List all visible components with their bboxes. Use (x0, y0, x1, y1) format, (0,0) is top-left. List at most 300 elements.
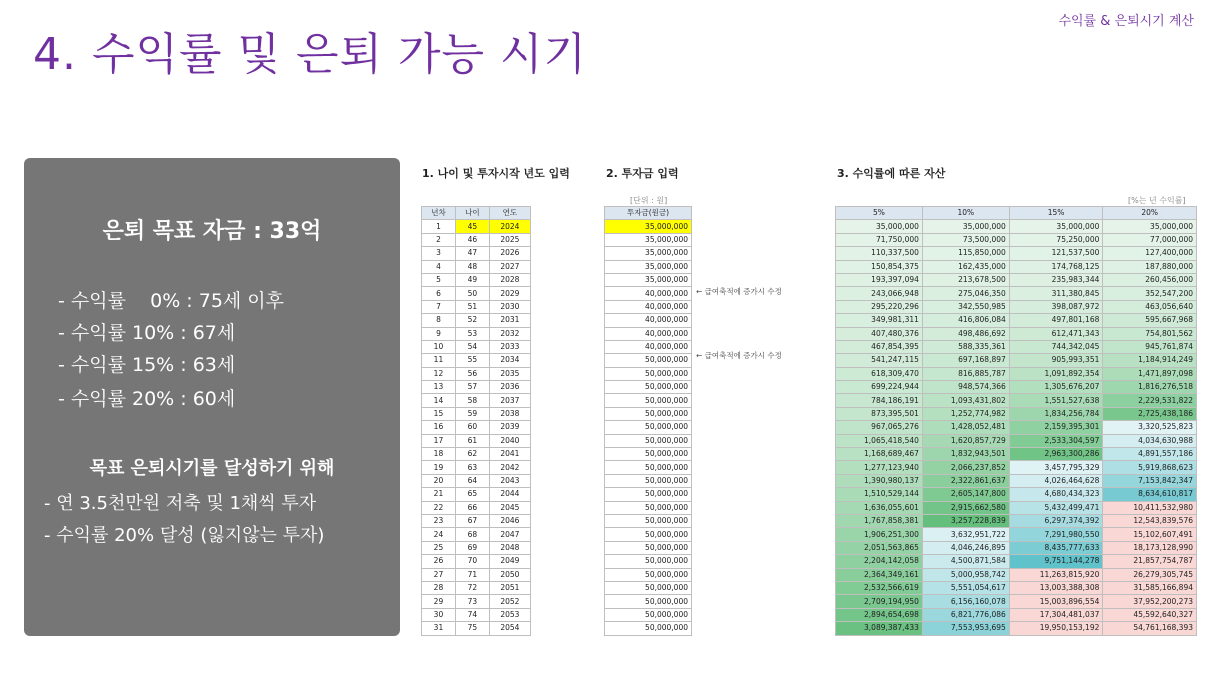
table-cell: 2047 (489, 528, 530, 541)
table-cell: 2043 (489, 474, 530, 487)
table-cell: 4,891,557,186 (1103, 448, 1197, 461)
table-row (605, 287, 692, 300)
table-cell: 50,000,000 (605, 448, 692, 461)
table-row (422, 220, 531, 233)
table-row (836, 528, 1197, 541)
table-row (836, 327, 1197, 340)
table-row (422, 407, 531, 420)
table-row (605, 622, 692, 635)
table-cell: 2033 (489, 340, 530, 353)
table-cell: 17,304,481,037 (1009, 608, 1103, 621)
table-cell: 2,051,563,865 (836, 541, 923, 554)
table-cell: 595,667,968 (1103, 314, 1197, 327)
table-cell: 1,636,055,601 (836, 501, 923, 514)
table-row (836, 233, 1197, 246)
table-cell: 26,279,305,745 (1103, 568, 1197, 581)
table-row (605, 568, 692, 581)
table-cell: 17 (422, 434, 456, 447)
table-cell: 7,291,980,550 (1009, 528, 1103, 541)
table-cell: 40,000,000 (605, 300, 692, 313)
table-cell: 50,000,000 (605, 555, 692, 568)
table-cell: 967,065,276 (836, 421, 923, 434)
table-cell: 398,087,972 (1009, 300, 1103, 313)
table-cell: 2 (422, 233, 456, 246)
table-row (836, 340, 1197, 353)
table-cell: 12 (422, 367, 456, 380)
table-cell: 68 (455, 528, 489, 541)
table-cell: 2050 (489, 568, 530, 581)
table-cell: 463,056,640 (1103, 300, 1197, 313)
table-row (422, 314, 531, 327)
table-cell: 905,993,351 (1009, 354, 1103, 367)
table-cell: 59 (455, 407, 489, 420)
table-cell: 2041 (489, 448, 530, 461)
table-cell: 243,066,948 (836, 287, 923, 300)
table-cell: 295,220,296 (836, 300, 923, 313)
table-cell: 2038 (489, 407, 530, 420)
table-cell: 50,000,000 (605, 434, 692, 447)
unit-note: [단위 : 원] (630, 196, 668, 205)
table-cell: 816,885,787 (922, 367, 1009, 380)
table-row (836, 595, 1197, 608)
table-cell: 3,457,795,329 (1009, 461, 1103, 474)
table-cell: 948,574,366 (922, 381, 1009, 394)
goal-text: 은퇴 목표 자금 : 33억 (102, 219, 322, 244)
table-cell: 35,000,000 (922, 220, 1009, 233)
table-row (422, 474, 531, 487)
table-cell: 5,919,868,623 (1103, 461, 1197, 474)
table-cell: 2029 (489, 287, 530, 300)
table-cell: 35,000,000 (836, 220, 923, 233)
table-cell: 6,297,374,392 (1009, 514, 1103, 527)
column-header: 투자금(원금) (605, 207, 692, 220)
table-cell: 9,751,144,278 (1009, 555, 1103, 568)
column-header: 연도 (489, 207, 530, 220)
table-cell: 53 (455, 327, 489, 340)
table-cell: 3,632,951,722 (922, 528, 1009, 541)
table-row (605, 300, 692, 313)
table-cell: 35,000,000 (605, 220, 692, 233)
column-header: 5% (836, 207, 923, 220)
table-cell: 40,000,000 (605, 327, 692, 340)
table-row (422, 354, 531, 367)
table-cell: 10 (422, 340, 456, 353)
table-row (422, 501, 531, 514)
table-cell: 77,000,000 (1103, 233, 1197, 246)
table-cell: 49 (455, 273, 489, 286)
table-cell: 2026 (489, 247, 530, 260)
table-cell: 1,252,774,982 (922, 407, 1009, 420)
table-cell: 873,395,501 (836, 407, 923, 420)
table-cell: 35,000,000 (605, 233, 692, 246)
table-cell: 150,854,375 (836, 260, 923, 273)
table-cell: 48 (455, 260, 489, 273)
table-cell: 66 (455, 501, 489, 514)
table-cell: 260,456,000 (1103, 273, 1197, 286)
table-row (836, 220, 1197, 233)
age-year-table (421, 206, 531, 636)
table-cell: 275,046,350 (922, 287, 1009, 300)
table-row (605, 394, 692, 407)
table-cell: 2054 (489, 622, 530, 635)
table-cell: 75,250,000 (1009, 233, 1103, 246)
table-row (836, 448, 1197, 461)
table-cell: 588,335,361 (922, 340, 1009, 353)
table-row (422, 394, 531, 407)
table-cell: 67 (455, 514, 489, 527)
table-row (422, 367, 531, 380)
table-row (836, 434, 1197, 447)
asset-table (835, 206, 1197, 636)
table-cell: 50,000,000 (605, 528, 692, 541)
table-row (836, 247, 1197, 260)
rate-line: - 수익률 20% : 60세 (58, 388, 236, 410)
arrow-note: ← 급여축적에 증가시 수정 (696, 287, 782, 296)
table-cell: 18,173,128,990 (1103, 541, 1197, 554)
table-cell: 51 (455, 300, 489, 313)
rate-line: - 수익률 0% : 75세 이후 (58, 290, 285, 312)
table-row (605, 327, 692, 340)
table-cell: 2031 (489, 314, 530, 327)
table-cell: 2024 (489, 220, 530, 233)
column-header: 년차 (422, 207, 456, 220)
table-cell: 213,678,500 (922, 273, 1009, 286)
table-cell: 2051 (489, 581, 530, 594)
table-cell: 4,026,464,628 (1009, 474, 1103, 487)
table-cell: 2,322,861,637 (922, 474, 1009, 487)
table-cell: 45,592,640,327 (1103, 608, 1197, 621)
table-row (836, 300, 1197, 313)
table-row (836, 555, 1197, 568)
table-cell: 19 (422, 461, 456, 474)
table-cell: 8,435,777,633 (1009, 541, 1103, 554)
table-row (422, 434, 531, 447)
table-row (422, 622, 531, 635)
table-cell: 65 (455, 488, 489, 501)
table-cell: 50,000,000 (605, 514, 692, 527)
table-row (605, 421, 692, 434)
table-cell: 1,620,857,729 (922, 434, 1009, 447)
table-row (836, 260, 1197, 273)
table-cell: 6,156,160,078 (922, 595, 1009, 608)
table-cell: 2046 (489, 514, 530, 527)
table-cell: 11,263,815,920 (1009, 568, 1103, 581)
table-cell: 12,543,839,576 (1103, 514, 1197, 527)
table-row (605, 220, 692, 233)
table-cell: 25 (422, 541, 456, 554)
table-cell: 45 (455, 220, 489, 233)
table-row (422, 448, 531, 461)
table-cell: 2,532,566,619 (836, 581, 923, 594)
table-cell: 13,003,388,308 (1009, 581, 1103, 594)
table-row (836, 287, 1197, 300)
table-cell: 697,168,897 (922, 354, 1009, 367)
table-cell: 2,963,300,286 (1009, 448, 1103, 461)
table-cell: 8 (422, 314, 456, 327)
table-cell: 1,091,892,354 (1009, 367, 1103, 380)
table-row (836, 581, 1197, 594)
table-cell: 1 (422, 220, 456, 233)
table-row (605, 260, 692, 273)
table-cell: 50,000,000 (605, 407, 692, 420)
table-cell: 2,204,142,058 (836, 555, 923, 568)
table-cell: 30 (422, 608, 456, 621)
table-row (836, 394, 1197, 407)
table-cell: 47 (455, 247, 489, 260)
table-cell: 56 (455, 367, 489, 380)
table-cell: 110,337,500 (836, 247, 923, 260)
table-cell: 50,000,000 (605, 381, 692, 394)
table-cell: 6,821,776,086 (922, 608, 1009, 621)
table-cell: 21 (422, 488, 456, 501)
table-row (836, 501, 1197, 514)
table-cell: 27 (422, 568, 456, 581)
table-cell: 35,000,000 (605, 273, 692, 286)
arrow-note: ← 급여축적에 증가시 수정 (696, 351, 782, 360)
table-cell: 73 (455, 595, 489, 608)
table-cell: 37,952,200,273 (1103, 595, 1197, 608)
column-header: 10% (922, 207, 1009, 220)
table-row (836, 367, 1197, 380)
table-cell: 2025 (489, 233, 530, 246)
table-row (605, 528, 692, 541)
table-cell: 50,000,000 (605, 474, 692, 487)
table-cell: 3,257,228,839 (922, 514, 1009, 527)
table-cell: 75 (455, 622, 489, 635)
page-title: 4. 수익률 및 은퇴 가능 시기 (33, 29, 587, 80)
table-row (605, 354, 692, 367)
table-cell: 57 (455, 381, 489, 394)
table-cell: 50,000,000 (605, 622, 692, 635)
table-cell: 10,411,532,980 (1103, 501, 1197, 514)
table-cell: 72 (455, 581, 489, 594)
table-cell: 54 (455, 340, 489, 353)
investment-table (604, 206, 692, 636)
table-cell: 407,480,376 (836, 327, 923, 340)
table-row (836, 488, 1197, 501)
table-cell: 50,000,000 (605, 461, 692, 474)
table-cell: 1,767,858,381 (836, 514, 923, 527)
table-cell: 50,000,000 (605, 488, 692, 501)
table-cell: 54,761,168,393 (1103, 622, 1197, 635)
table-cell: 40,000,000 (605, 340, 692, 353)
table-cell: 70 (455, 555, 489, 568)
table-cell: 1,065,418,540 (836, 434, 923, 447)
table-cell: 2,725,438,186 (1103, 407, 1197, 420)
table-cell: 2044 (489, 488, 530, 501)
table-row (836, 568, 1197, 581)
column-header: 나이 (455, 207, 489, 220)
table-cell: 945,761,874 (1103, 340, 1197, 353)
table-cell: 9 (422, 327, 456, 340)
corner-label: 수익률 & 은퇴시기 계산 (1058, 14, 1194, 29)
table-row (422, 595, 531, 608)
table-cell: 4 (422, 260, 456, 273)
table-cell: 16 (422, 421, 456, 434)
strategy-bullet: - 연 3.5천만원 저축 및 1채씩 투자 (44, 493, 317, 514)
table-row (605, 555, 692, 568)
table-cell: 1,390,980,137 (836, 474, 923, 487)
table-cell: 15,102,607,491 (1103, 528, 1197, 541)
table-cell: 2028 (489, 273, 530, 286)
table-row (836, 474, 1197, 487)
table-cell: 50,000,000 (605, 608, 692, 621)
table-cell: 4,034,630,988 (1103, 434, 1197, 447)
table-row (605, 233, 692, 246)
table-row (836, 273, 1197, 286)
table-cell: 50,000,000 (605, 581, 692, 594)
table-cell: 612,471,343 (1009, 327, 1103, 340)
table-cell: 28 (422, 581, 456, 594)
table-row (836, 461, 1197, 474)
table-row (605, 314, 692, 327)
table-cell: 352,547,200 (1103, 287, 1197, 300)
table-cell: 73,500,000 (922, 233, 1009, 246)
table-cell: 1,184,914,249 (1103, 354, 1197, 367)
table-row (422, 260, 531, 273)
table-row (836, 381, 1197, 394)
table-row (605, 434, 692, 447)
table-cell: 5,000,958,742 (922, 568, 1009, 581)
table-cell: 1,305,676,207 (1009, 381, 1103, 394)
table-cell: 2,159,395,301 (1009, 421, 1103, 434)
table-row (605, 448, 692, 461)
table-cell: 50,000,000 (605, 367, 692, 380)
table-cell: 2045 (489, 501, 530, 514)
table-cell: 55 (455, 354, 489, 367)
table-row (605, 541, 692, 554)
table-row (605, 367, 692, 380)
table-cell: 3,320,525,823 (1103, 421, 1197, 434)
table-cell: 1,551,527,638 (1009, 394, 1103, 407)
table-cell: 174,768,125 (1009, 260, 1103, 273)
table-cell: 115,850,000 (922, 247, 1009, 260)
table-cell: 26 (422, 555, 456, 568)
table-cell: 3,089,387,433 (836, 622, 923, 635)
table-row (605, 461, 692, 474)
table-cell: 71,750,000 (836, 233, 923, 246)
column-header: 15% (1009, 207, 1103, 220)
table-cell: 1,093,431,802 (922, 394, 1009, 407)
table-row (422, 541, 531, 554)
table-cell: 7,553,953,695 (922, 622, 1009, 635)
table-row (605, 608, 692, 621)
table-cell: 193,397,094 (836, 273, 923, 286)
table-cell: 2,915,662,580 (922, 501, 1009, 514)
table-row (422, 461, 531, 474)
table-cell: 69 (455, 541, 489, 554)
table-row (605, 247, 692, 260)
table-row (422, 300, 531, 313)
table-cell: 1,816,276,518 (1103, 381, 1197, 394)
table-cell: 349,981,311 (836, 314, 923, 327)
section-title-2: 2. 투자금 입력 (606, 167, 679, 180)
table-cell: 1,906,251,300 (836, 528, 923, 541)
table-cell: 13 (422, 381, 456, 394)
table-row (422, 287, 531, 300)
table-row (605, 340, 692, 353)
table-cell: 3 (422, 247, 456, 260)
table-row (422, 581, 531, 594)
table-row (836, 541, 1197, 554)
table-cell: 35,000,000 (605, 247, 692, 260)
table-cell: 498,486,692 (922, 327, 1009, 340)
column-header: 20% (1103, 207, 1197, 220)
table-cell: 64 (455, 474, 489, 487)
table-cell: 2,605,147,800 (922, 488, 1009, 501)
table-cell: 2035 (489, 367, 530, 380)
table-cell: 46 (455, 233, 489, 246)
table-cell: 7,153,842,347 (1103, 474, 1197, 487)
table-cell: 754,801,562 (1103, 327, 1197, 340)
table-cell: 467,854,395 (836, 340, 923, 353)
table-cell: 50,000,000 (605, 541, 692, 554)
table-cell: 29 (422, 595, 456, 608)
table-cell: 2052 (489, 595, 530, 608)
table-cell: 6 (422, 287, 456, 300)
table-cell: 784,186,191 (836, 394, 923, 407)
table-row (422, 327, 531, 340)
table-cell: 71 (455, 568, 489, 581)
table-cell: 497,801,168 (1009, 314, 1103, 327)
table-cell: 2037 (489, 394, 530, 407)
table-cell: 2027 (489, 260, 530, 273)
table-cell: 50,000,000 (605, 595, 692, 608)
table-cell: 2048 (489, 541, 530, 554)
table-cell: 15,003,896,554 (1009, 595, 1103, 608)
table-cell: 62 (455, 448, 489, 461)
table-row (422, 555, 531, 568)
table-cell: 52 (455, 314, 489, 327)
table-cell: 1,471,897,098 (1103, 367, 1197, 380)
table-cell: 2036 (489, 381, 530, 394)
table-cell: 74 (455, 608, 489, 621)
strategy-subtitle: 목표 은퇴시기를 달성하기 위해 (89, 458, 335, 479)
table-cell: 23 (422, 514, 456, 527)
table-row (605, 381, 692, 394)
table-cell: 24 (422, 528, 456, 541)
table-cell: 1,428,052,481 (922, 421, 1009, 434)
section-title-1: 1. 나이 및 투자시작 년도 입력 (422, 167, 570, 180)
table-cell: 50,000,000 (605, 568, 692, 581)
table-cell: 19,950,153,192 (1009, 622, 1103, 635)
table-cell: 61 (455, 434, 489, 447)
table-cell: 2,894,654,698 (836, 608, 923, 621)
table-cell: 1,277,123,940 (836, 461, 923, 474)
table-cell: 50,000,000 (605, 501, 692, 514)
table-cell: 35,000,000 (605, 260, 692, 273)
table-cell: 2049 (489, 555, 530, 568)
table-cell: 31,585,166,894 (1103, 581, 1197, 594)
table-cell: 7 (422, 300, 456, 313)
table-cell: 5 (422, 273, 456, 286)
table-cell: 187,880,000 (1103, 260, 1197, 273)
table-row (605, 581, 692, 594)
table-cell: 14 (422, 394, 456, 407)
rate-line: - 수익률 10% : 67세 (58, 322, 236, 344)
table-cell: 22 (422, 501, 456, 514)
table-cell: 50,000,000 (605, 354, 692, 367)
table-cell: 40,000,000 (605, 287, 692, 300)
table-cell: 20 (422, 474, 456, 487)
table-row (836, 354, 1197, 367)
table-cell: 2040 (489, 434, 530, 447)
table-cell: 2,364,349,161 (836, 568, 923, 581)
table-row (422, 514, 531, 527)
table-row (836, 314, 1197, 327)
table-row (422, 568, 531, 581)
section-title-3: 3. 수익률에 따른 자산 (837, 167, 946, 180)
